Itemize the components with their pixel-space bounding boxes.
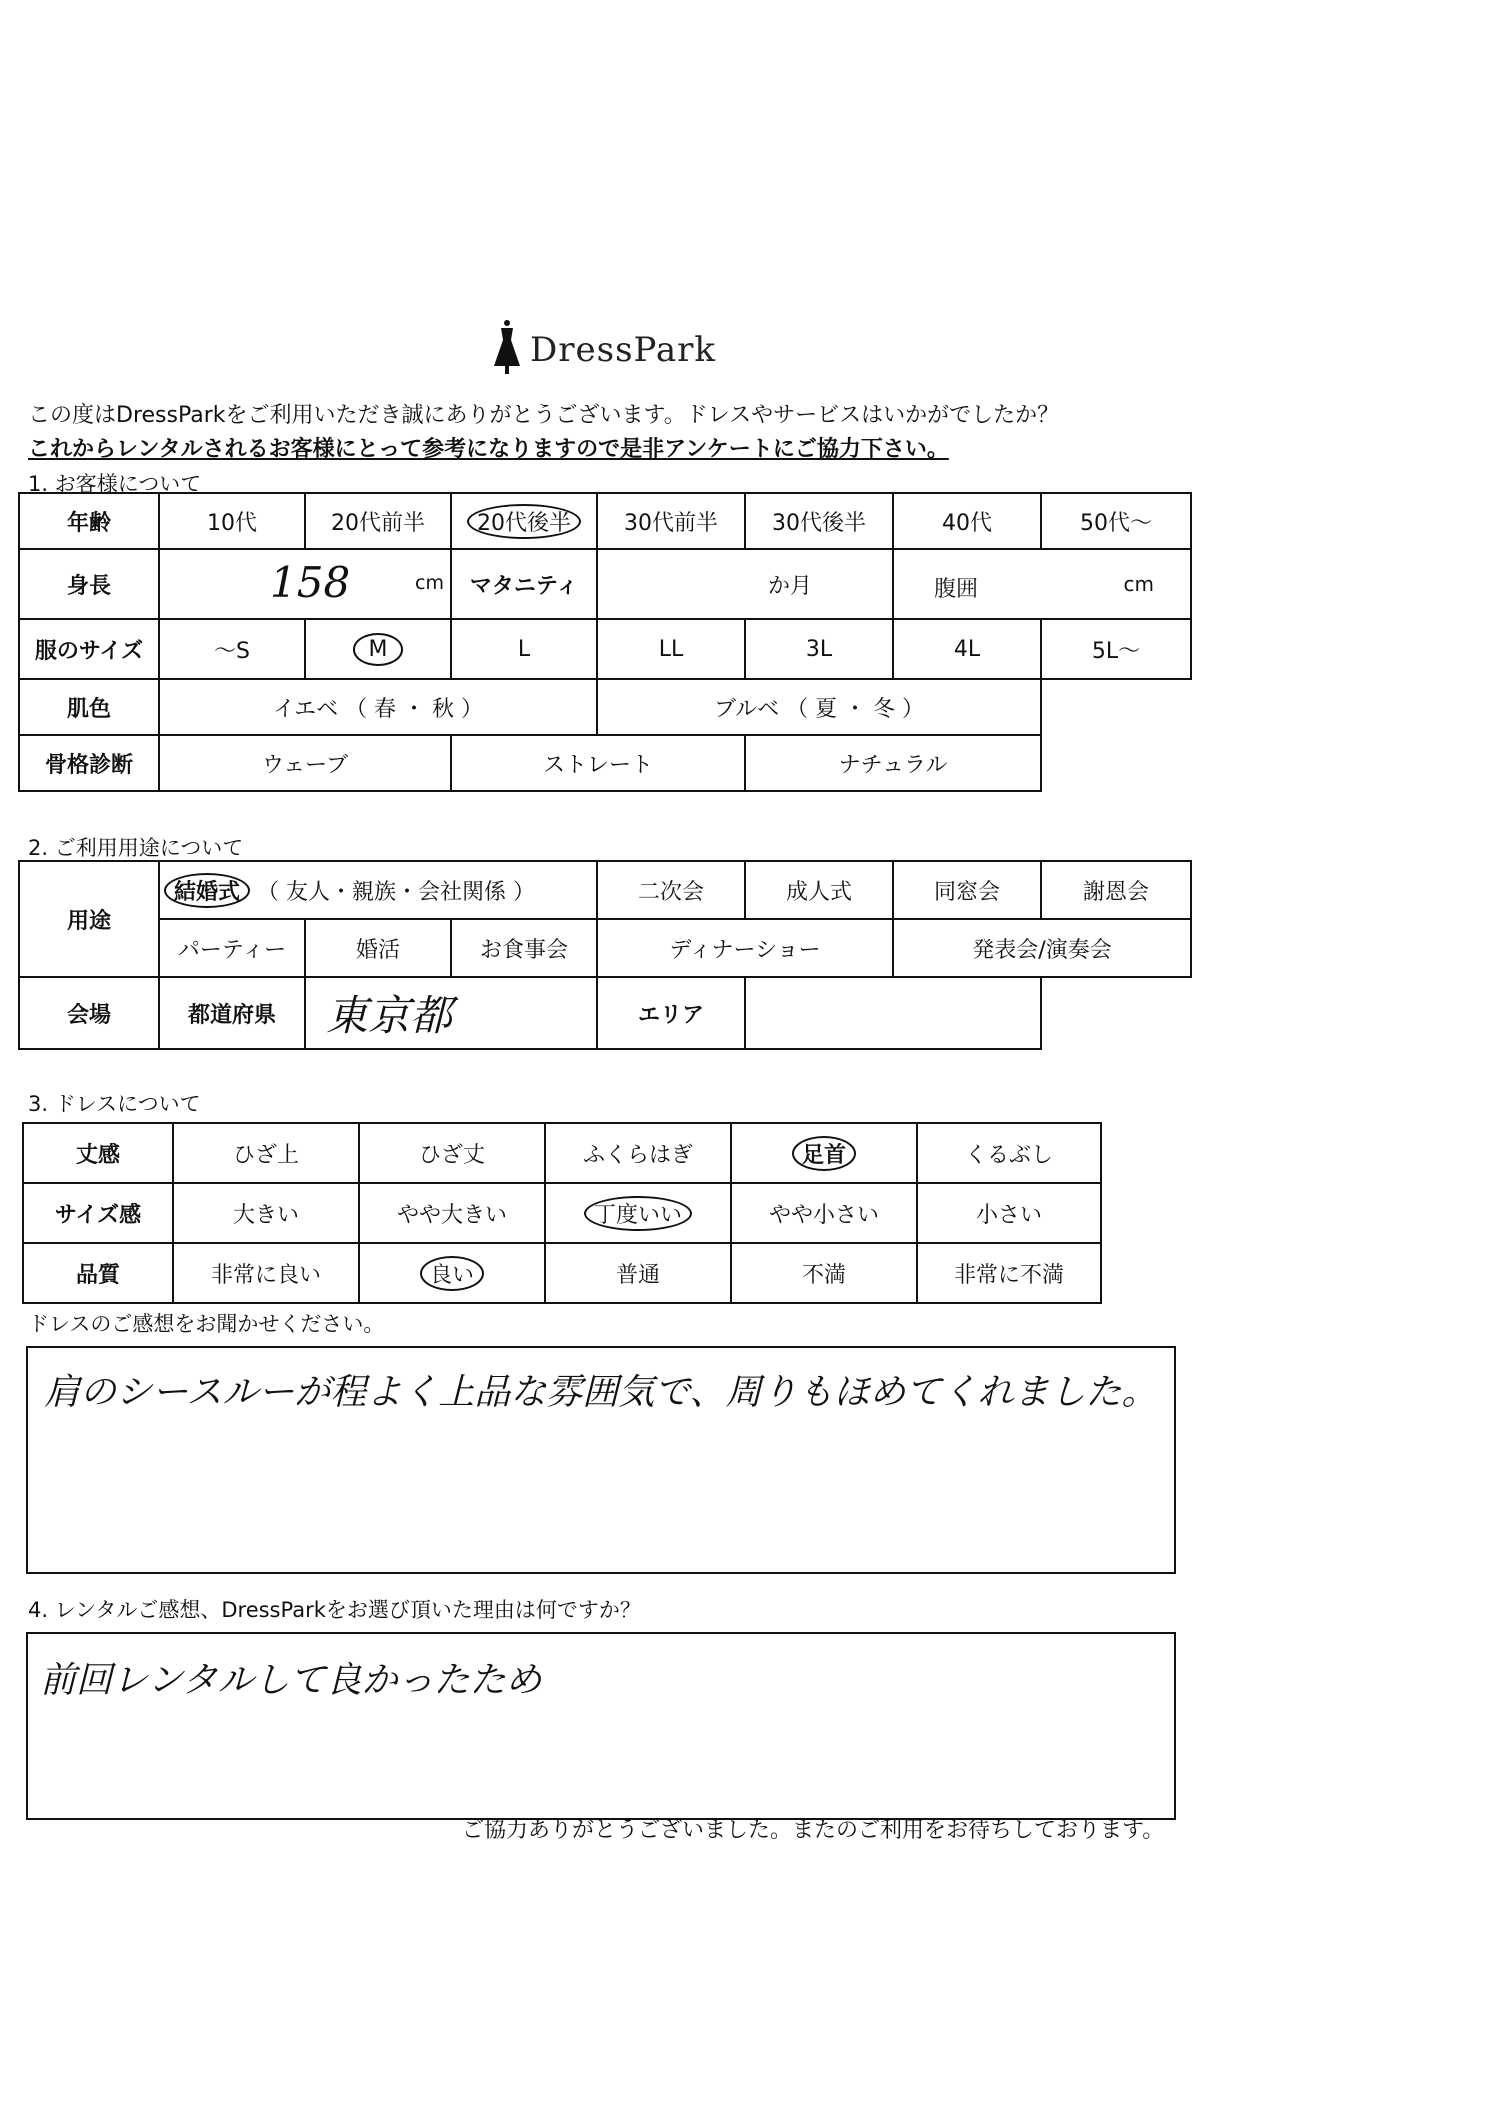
size-option[interactable]: 4L: [893, 619, 1041, 679]
dress-icon: [490, 318, 524, 378]
length-selected-mark: 足首: [792, 1136, 856, 1171]
frame-option[interactable]: ナチュラル: [745, 735, 1041, 791]
age-option-selected[interactable]: [451, 493, 597, 549]
waist-label: 腹囲: [934, 577, 979, 602]
waist-field[interactable]: [893, 549, 1191, 619]
skin-label: 肌色: [19, 679, 159, 735]
section1-title: 1. お客様について: [28, 472, 202, 496]
frame-option[interactable]: ウェーブ: [159, 735, 451, 791]
empty-cell: [1041, 977, 1191, 1049]
size-option[interactable]: LL: [597, 619, 745, 679]
age-option[interactable]: 30代後半: [745, 493, 893, 549]
purpose-label: 用途: [19, 861, 159, 977]
quality-option[interactable]: 非常に不満: [917, 1243, 1101, 1303]
comment-text: 肩のシースルーが程よく上品な雰囲気で、周りもほめてくれました。: [44, 1372, 1158, 1413]
fit-selected-mark: 丁度いい: [584, 1196, 692, 1231]
skin-yellow-option[interactable]: イエベ （ 春 ・ 秋 ）: [159, 679, 597, 735]
maternity-unit: か月: [767, 573, 812, 599]
intro-line-2: これからレンタルされるお客様にとって参考になりますので是非アンケートにご協力下さい。: [28, 437, 949, 462]
height-label: 身長: [19, 549, 159, 619]
venue-row: [19, 977, 1191, 1049]
reason-text: 前回レンタルして良かったため: [40, 1660, 542, 1701]
size-option[interactable]: L: [451, 619, 597, 679]
length-option[interactable]: ふくらはぎ: [545, 1123, 731, 1183]
age-option[interactable]: 50代～: [1041, 493, 1191, 549]
quality-option-selected[interactable]: [359, 1243, 545, 1303]
age-option[interactable]: 30代前半: [597, 493, 745, 549]
size-selected-mark: M: [353, 633, 404, 666]
height-value: 158: [270, 558, 351, 607]
age-option[interactable]: 20代前半: [305, 493, 451, 549]
quality-selected-mark: 良い: [420, 1256, 484, 1291]
length-option[interactable]: ひざ丈: [359, 1123, 545, 1183]
prefecture-value[interactable]: 東京都: [305, 977, 597, 1049]
purpose-option[interactable]: 婚活: [305, 919, 451, 977]
purpose-option[interactable]: ディナーショー: [597, 919, 893, 977]
size-option[interactable]: 3L: [745, 619, 893, 679]
quality-option[interactable]: 非常に良い: [173, 1243, 359, 1303]
maternity-field[interactable]: [597, 549, 893, 619]
length-row: [23, 1123, 1101, 1183]
age-option[interactable]: 10代: [159, 493, 305, 549]
length-option[interactable]: くるぶし: [917, 1123, 1101, 1183]
intro-line-1: この度はDressParkをご利用いただき誠にありがとうございます。ドレスやサービスはいかがでしたか？: [28, 403, 1060, 428]
age-label: 年齢: [19, 493, 159, 549]
empty-cell: [1041, 735, 1191, 791]
length-option-selected[interactable]: [731, 1123, 917, 1183]
fit-label: サイズ感: [23, 1183, 173, 1243]
waist-unit: cm: [1123, 572, 1154, 596]
fit-option[interactable]: 大きい: [173, 1183, 359, 1243]
section3-title: 3. ドレスについて: [28, 1092, 201, 1116]
purpose-row-1: [19, 861, 1191, 919]
skin-blue-option[interactable]: ブルベ （ 夏 ・ 冬 ）: [597, 679, 1041, 735]
area-value[interactable]: [745, 977, 1041, 1049]
purpose-option[interactable]: お食事会: [451, 919, 597, 977]
quality-option[interactable]: 普通: [545, 1243, 731, 1303]
fit-option-selected[interactable]: [545, 1183, 731, 1243]
area-label: エリア: [597, 977, 745, 1049]
fit-option[interactable]: やや小さい: [731, 1183, 917, 1243]
quality-label: 品質: [23, 1243, 173, 1303]
size-option-selected[interactable]: [305, 619, 451, 679]
section2-title: 2. ご利用用途について: [28, 836, 244, 860]
purpose-row-2: [19, 919, 1191, 977]
brand-logo: [490, 318, 750, 378]
closing-message: ご協力ありがとうございました。またのご利用をお待ちしております。: [462, 1818, 1165, 1843]
venue-label: 会場: [19, 977, 159, 1049]
purpose-option[interactable]: 謝恩会: [1041, 861, 1191, 919]
frame-row: [19, 735, 1191, 791]
wedding-option[interactable]: [159, 861, 597, 919]
fit-option[interactable]: やや大きい: [359, 1183, 545, 1243]
height-unit: cm: [415, 572, 444, 594]
purpose-option[interactable]: 二次会: [597, 861, 745, 919]
age-row: [19, 493, 1191, 549]
prefecture-label: 都道府県: [159, 977, 305, 1049]
size-option[interactable]: 5L～: [1041, 619, 1191, 679]
height-field[interactable]: [159, 549, 451, 619]
empty-cell: [1041, 679, 1191, 735]
purpose-option[interactable]: 同窓会: [893, 861, 1041, 919]
customer-table: [18, 492, 1192, 792]
purpose-option[interactable]: パーティー: [159, 919, 305, 977]
age-selected-mark: 20代後半: [467, 504, 581, 539]
height-row: [19, 549, 1191, 619]
fit-row: [23, 1183, 1101, 1243]
frame-option[interactable]: ストレート: [451, 735, 745, 791]
purpose-option[interactable]: 成人式: [745, 861, 893, 919]
length-label: 丈感: [23, 1123, 173, 1183]
frame-label: 骨格診断: [19, 735, 159, 791]
size-label: 服のサイズ: [19, 619, 159, 679]
fit-option[interactable]: 小さい: [917, 1183, 1101, 1243]
section4-title: 4. レンタルご感想、DressParkをお選び頂いた理由は何ですか？: [28, 1598, 641, 1622]
comment-prompt: ドレスのご感想をお聞かせください。: [28, 1312, 385, 1336]
purpose-option[interactable]: 発表会/演奏会: [893, 919, 1191, 977]
usage-table: [18, 860, 1192, 1050]
brand-name: DressPark: [530, 330, 717, 370]
length-option[interactable]: ひざ上: [173, 1123, 359, 1183]
quality-option[interactable]: 不満: [731, 1243, 917, 1303]
age-option[interactable]: 40代: [893, 493, 1041, 549]
size-option[interactable]: ～S: [159, 619, 305, 679]
wedding-detail: （ 友人・親族・会社関係 ）: [257, 879, 536, 905]
dress-table: [22, 1122, 1102, 1304]
maternity-label: マタニティ: [451, 549, 597, 619]
skin-row: [19, 679, 1191, 735]
size-row: [19, 619, 1191, 679]
wedding-selected-mark: 結婚式: [164, 873, 250, 908]
quality-row: [23, 1243, 1101, 1303]
